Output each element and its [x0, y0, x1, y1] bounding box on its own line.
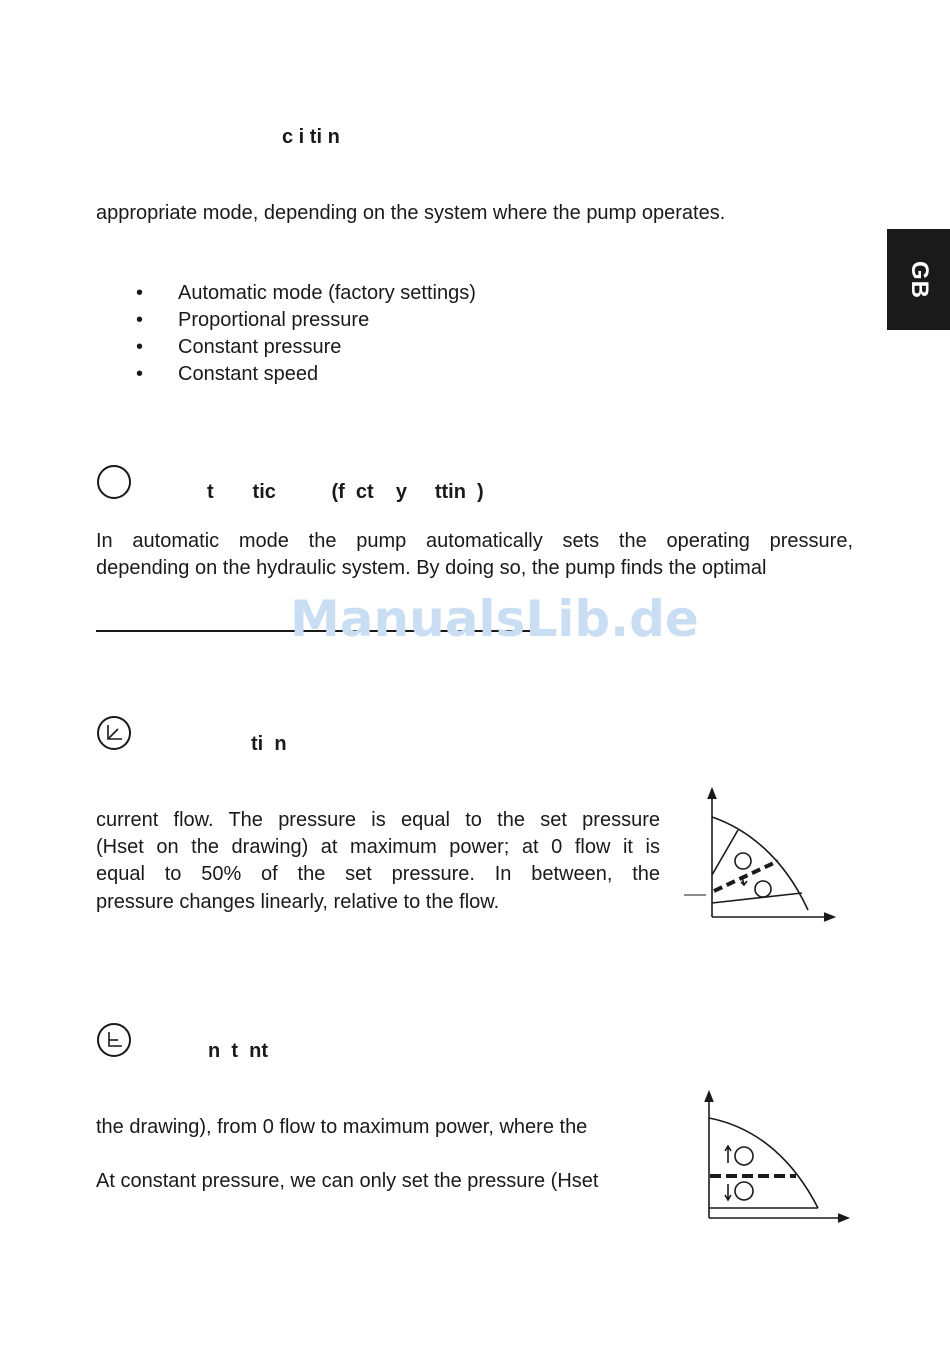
proportional-line-1: current flow. The pressure is equal to the set pressure: [96, 809, 660, 831]
proportional-line-3: equal to 50% of the set pressure. In between, the: [96, 863, 660, 885]
proportional-line-2: (Hset on the drawing) at maximum power; at 0 flow it is: [96, 836, 660, 858]
language-tab-label: GB: [905, 260, 933, 299]
section-title: c i ti n: [282, 126, 340, 148]
constant-heading: n t nt: [208, 1040, 268, 1062]
constant-line-1: the drawing), from 0 flow to maximum power, where the: [96, 1116, 588, 1138]
watermark: ManualsLib.de: [290, 590, 699, 648]
list-item: • Automatic mode (factory settings): [136, 282, 476, 304]
proportional-pressure-icon: [97, 716, 131, 750]
constant-pressure-icon: [97, 1023, 131, 1057]
proportional-line-4: pressure changes linearly, relative to the flow.: [96, 891, 500, 913]
constant-line-2: At constant pressure, we can only set the pressure (Hset: [96, 1170, 599, 1192]
proportional-heading: ti n: [251, 733, 287, 755]
automatic-line-2: depending on the hydraulic system. By doing so, the pump finds the optimal: [96, 557, 767, 579]
proportional-pressure-diagram: [680, 785, 840, 930]
language-tab: [887, 229, 950, 330]
automatic-line-1: In automatic mode the pump automatically sets the operating pressure,: [96, 530, 853, 552]
list-item: • Proportional pressure: [136, 309, 370, 331]
list-item: • Constant pressure: [136, 336, 342, 358]
mode-list: [136, 280, 476, 388]
automatic-heading: t tic (f ct y ttin ): [207, 481, 484, 503]
constant-pressure-diagram: [690, 1088, 855, 1228]
empty-circle-icon: [97, 465, 131, 499]
section-intro: appropriate mode, depending on the system where the pump operates.: [96, 202, 726, 224]
list-item: • Constant speed: [136, 363, 319, 385]
